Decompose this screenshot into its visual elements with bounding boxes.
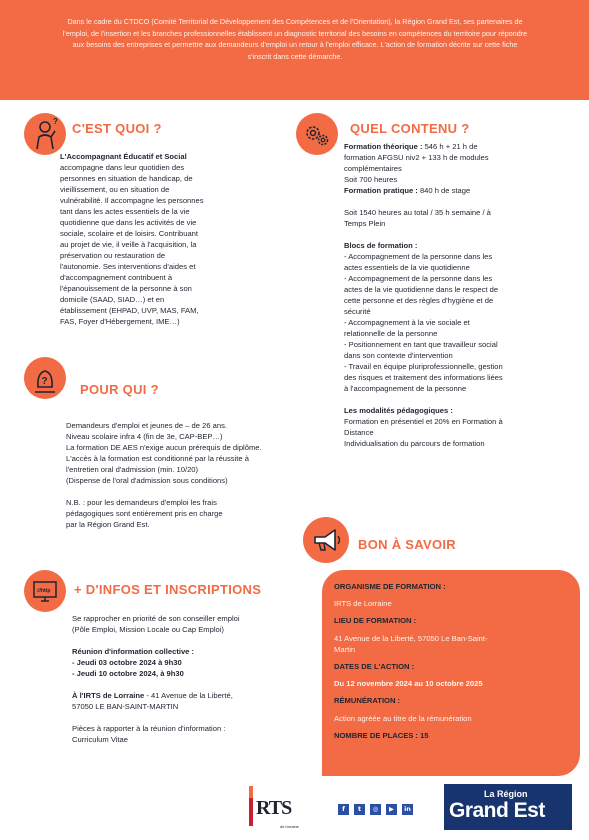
places-label: NOMBRE DE PLACES : 15 xyxy=(334,730,429,740)
pour-qui-line: L'accès à la formation est conditionné par la réussite à xyxy=(66,454,249,463)
theorique-line: complémentaires xyxy=(344,164,402,173)
infos-intro-line: Se rapprocher en priorité de son conseiller emploi xyxy=(72,614,240,623)
region-grand-est-logo xyxy=(444,784,572,830)
cest-quoi-line: l'autonomie. Ses interventions d'aides et xyxy=(60,262,196,271)
pour-qui-text xyxy=(66,420,262,530)
modalites-line: Distance xyxy=(344,428,374,437)
bloc-line: sécurité xyxy=(344,307,371,316)
pratique-value: 840 h de stage xyxy=(417,186,471,195)
cest-quoi-line: FAS, Foyer d'Hébergement, IME…) xyxy=(60,317,180,326)
pour-qui-title: POUR QUI ? xyxy=(80,382,159,397)
linkedin-icon[interactable]: in xyxy=(402,804,413,815)
infos-title: + D'INFOS ET INSCRIPTIONS xyxy=(74,582,262,597)
question-person-icon xyxy=(24,357,66,399)
pour-qui-note-line: par la Région Grand Est. xyxy=(66,520,150,529)
remuneration-value: Action agréée au titre de la rémunération xyxy=(334,713,472,723)
theorique-value: 546 h + 21 h de xyxy=(422,142,478,151)
infos-text xyxy=(72,613,240,745)
instagram-icon[interactable]: ◎ xyxy=(370,804,381,815)
bloc-line: - Accompagnement de la personne dans les xyxy=(344,252,493,261)
cest-quoi-line: accompagne dans leur quotidien des xyxy=(60,163,185,172)
bloc-line: - Accompagnement à la vie sociale et xyxy=(344,318,470,327)
facebook-icon[interactable]: f xyxy=(338,804,349,815)
cest-quoi-line: d'accompagnement contribuent à xyxy=(60,273,173,282)
cest-quoi-title: C'EST QUOI ? xyxy=(72,121,162,136)
bloc-line: dans son contexte d'intervention xyxy=(344,351,453,360)
bon-a-savoir-title: BON À SAVOIR xyxy=(358,537,456,552)
cest-quoi-line: vieillissement, ou en situation de xyxy=(60,185,170,194)
pour-qui-line: Niveau scolaire infra 4 (fin de 3e, CAP-BEP…) xyxy=(66,432,223,441)
infos-intro-line: (Pôle Emploi, Mission Locale ou Cap Emploi) xyxy=(72,625,224,634)
bloc-line: des risques et traitement des informations liées xyxy=(344,373,503,382)
reunion-date: - Jeudi 03 octobre 2024 à 9h30 xyxy=(72,658,182,667)
pratique-label: Formation pratique : xyxy=(344,186,418,195)
intro-text: Dans le cadre du CTDCO (Comité Territorial de Développement des Compétences et de l'Orientation), la Région Grand Est, ses partenaires de l'emploi, de l'insertion et les branches professionnelles établissent un diagnostic territorial des besoins en compétences du territoire pour répondre aux besoins des entreprises et permettre aux demandeurs d'emploi un retour à l'emploi efficace. L'action de formation décrite sur cette fiche s'inscrit dans cette démarche. xyxy=(62,17,528,61)
lieu-value: 41 Avenue de la Liberté, 57050 Le Ban-Saint- xyxy=(334,633,488,643)
modalites-line: Formation en présentiel et 20% en Formation à xyxy=(344,417,503,426)
computer-http-icon xyxy=(24,570,66,612)
quel-contenu-text xyxy=(344,141,503,449)
theorique-line: Soit 700 heures xyxy=(344,175,398,184)
docs-line: Pièces à rapporter à la réunion d'information : xyxy=(72,724,226,733)
bloc-line: actes essentiels de la vie quotidienne xyxy=(344,263,470,272)
remuneration-label: RÉMUNÉRATION : xyxy=(334,696,401,706)
blocs-title: Blocs de formation : xyxy=(344,241,418,250)
svg-text:://http: ://http xyxy=(36,588,51,594)
bloc-line: relationnelle de la personne xyxy=(344,329,438,338)
pour-qui-line: La formation DE AES n'exige aucun prérequis de diplôme. xyxy=(66,443,262,452)
cest-quoi-line: préservation ou restauration de xyxy=(60,251,166,260)
svg-text:de lorraine: de lorraine xyxy=(280,824,299,829)
dates-value: Du 12 novembre 2024 au 10 octobre 2025 xyxy=(334,679,483,689)
gears-icon xyxy=(296,113,338,155)
pour-qui-line: l'entretien oral d'admission (min. 10/20) xyxy=(66,465,199,474)
cest-quoi-line: vulnérabilité. Il accompagne les personnes xyxy=(60,196,204,205)
bloc-line: - Positionnement en tant que travailleur social xyxy=(344,340,498,349)
quel-contenu-title: QUEL CONTENU ? xyxy=(350,121,470,136)
theorique-label: Formation théorique : xyxy=(344,142,423,151)
region-logo-line2: Grand Est xyxy=(449,799,545,822)
pour-qui-note-line: N.B. : pour les demandeurs d'emploi les frais xyxy=(66,498,217,507)
theorique-line: formation AFGSU niv2 + 133 h de modules xyxy=(344,153,489,162)
lieu-label: LIEU DE FORMATION : xyxy=(334,616,417,626)
pour-qui-line: (Dispense de l'oral d'admission sous conditions) xyxy=(66,476,228,485)
cest-quoi-line: tant dans les actes essentiels de la vie xyxy=(60,207,190,216)
cest-quoi-text xyxy=(60,151,204,327)
modalites-title: Les modalités pédagogiques : xyxy=(344,406,453,415)
svg-text:RTS: RTS xyxy=(256,797,292,819)
irts-logo xyxy=(246,784,304,832)
docs-line: Curriculum Vitae xyxy=(72,735,128,744)
intro-banner xyxy=(0,0,589,100)
lieu-value: Martin xyxy=(334,644,356,654)
pour-qui-note-line: pédagogiques sont entièrement pris en charge xyxy=(66,509,223,518)
svg-text:?: ? xyxy=(53,117,58,126)
cest-quoi-line: quotidienne que dans les activités de vie xyxy=(60,218,197,227)
reunion-place-name: À l'IRTS de Lorraine xyxy=(72,691,145,700)
cest-quoi-line: l'épanouissement de la personne à son xyxy=(60,284,192,293)
total-line: Soit 1540 heures au total / 35 h semaine / à xyxy=(344,208,491,217)
cest-quoi-line: établissement (EHPAD, UVP, MAS, FAM, xyxy=(60,306,199,315)
bloc-line: à l'accompagnement de la personne xyxy=(344,384,467,393)
pour-qui-line: Demandeurs d'emploi et jeunes de – de 26 ans. xyxy=(66,421,228,430)
twitter-icon[interactable]: t xyxy=(354,804,365,815)
bon-a-savoir-text xyxy=(334,581,488,741)
bloc-line: - Accompagnement de la personne dans les xyxy=(344,274,493,283)
bloc-line: cette personne et des règles d'hygiène et de xyxy=(344,296,494,305)
organisme-value: IRTS de Lorraine xyxy=(334,599,392,609)
reunion-place-address: - 41 Avenue de la Liberté, xyxy=(144,691,233,700)
dates-label: DATES DE L'ACTION : xyxy=(334,662,415,672)
reunion-date: - Jeudi 10 octobre 2024, à 9h30 xyxy=(72,669,184,678)
thinking-person-icon xyxy=(24,113,66,155)
modalites-line: Individualisation du parcours de formation xyxy=(344,439,485,448)
reunion-place-city: 57050 LE BAN-SAINT-MARTIN xyxy=(72,702,179,711)
organisme-label: ORGANISME DE FORMATION : xyxy=(334,582,446,591)
svg-text:?: ? xyxy=(41,376,48,387)
cest-quoi-line: sociale, scolaire et de loisirs. Contribuant xyxy=(60,229,199,238)
youtube-icon[interactable]: ▶ xyxy=(386,804,397,815)
reunion-title: Réunion d'information collective : xyxy=(72,647,195,656)
cest-quoi-line: L'Accompagnant Éducatif et Social xyxy=(60,152,187,161)
cest-quoi-line: au projet de vie, il veille à l'acquisition, la xyxy=(60,240,197,249)
cest-quoi-line: personnes en situation de handicap, de xyxy=(60,174,193,183)
total-line: Temps Plein xyxy=(344,219,386,228)
megaphone-icon xyxy=(303,517,349,563)
bloc-line: actes de la vie quotidienne dans le respect de xyxy=(344,285,499,294)
cest-quoi-line: domicile (SAAD, SIAD…) et en xyxy=(60,295,165,304)
bloc-line: - Travail en équipe pluriprofessionnelle, gestion xyxy=(344,362,503,371)
region-logo-line1: La Région xyxy=(484,789,528,799)
